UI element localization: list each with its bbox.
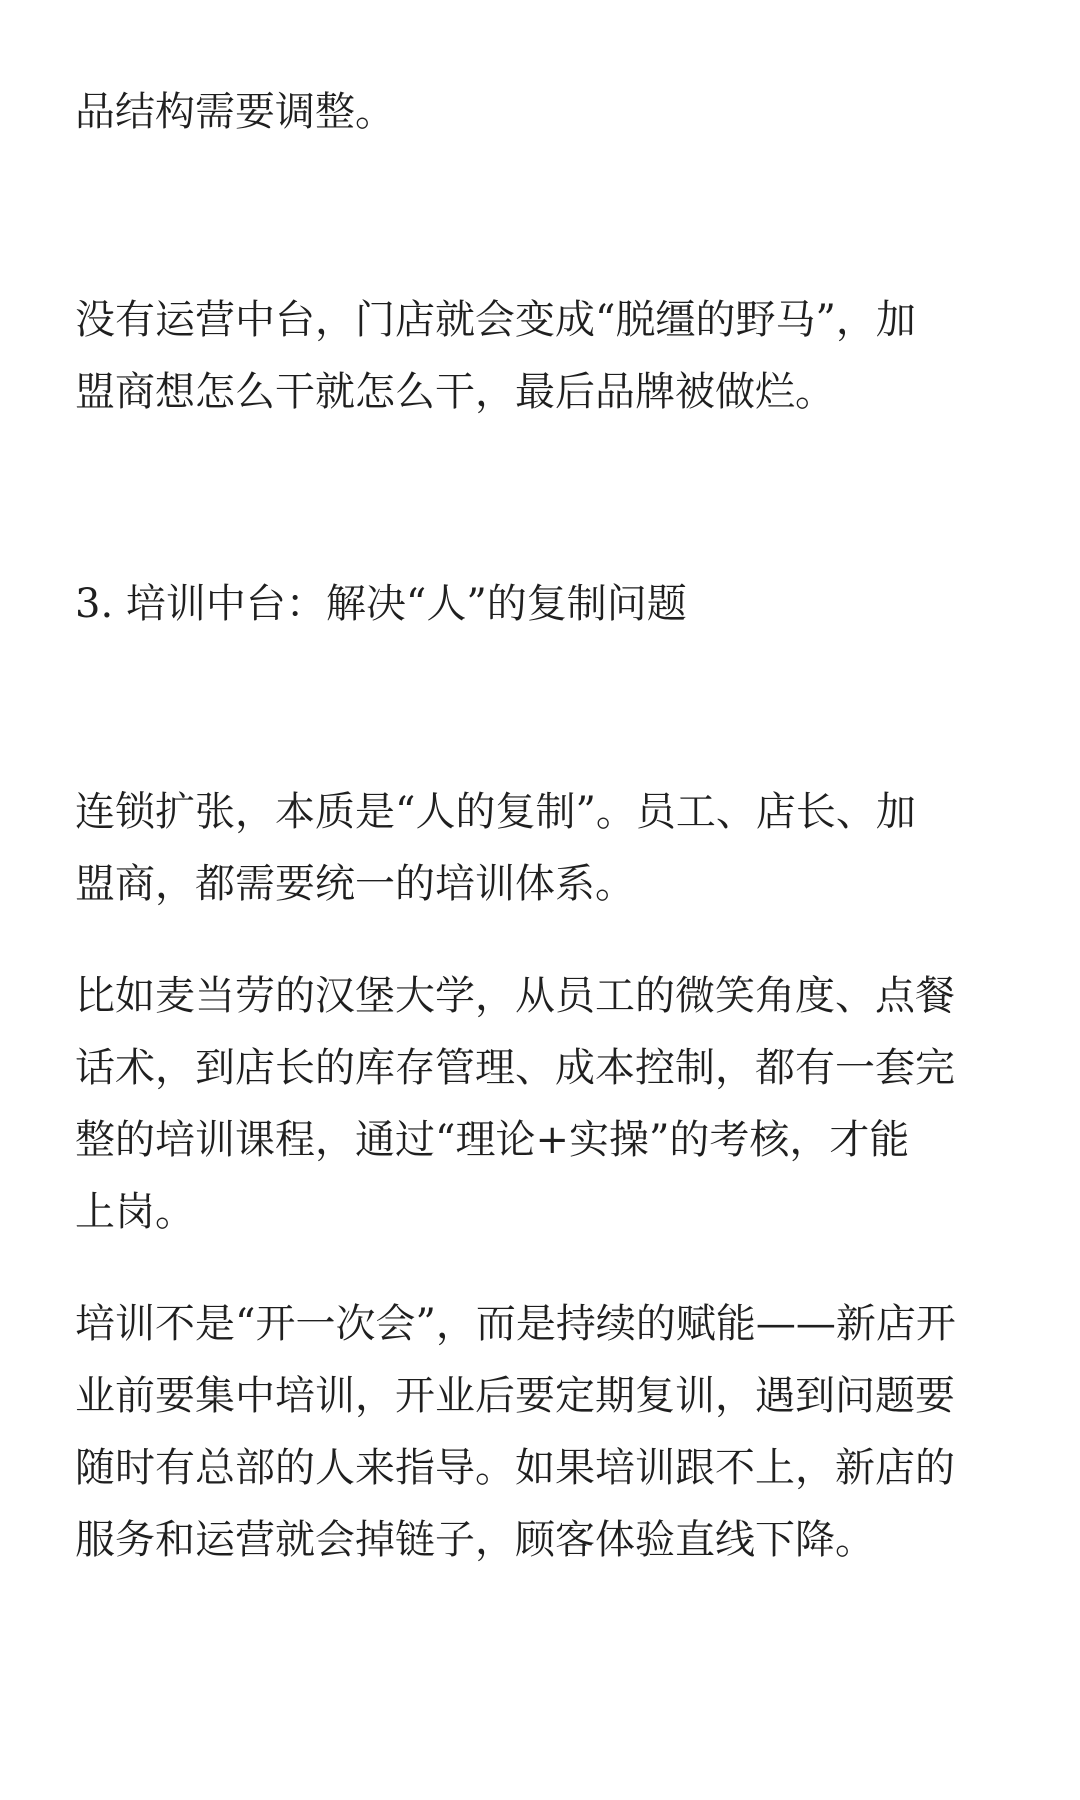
text-line: 培训不是“开一次会”，而是持续的赋能——新店开 <box>75 1301 956 1347</box>
text-line: 比如麦当劳的汉堡大学，从员工的微笑角度、点餐 <box>75 973 955 1019</box>
text-line: 整的培训课程，通过“理论+实操”的考核，才能 <box>75 1117 910 1163</box>
text-line: 随时有总部的人来指导。如果培训跟不上，新店的 <box>75 1445 955 1491</box>
text-line: 品结构需要调整。 <box>75 89 395 135</box>
text-line: 连锁扩张，本质是“人的复制”。员工、店长、加 <box>75 789 916 835</box>
section-heading-training-platform <box>75 568 1015 640</box>
text-line: 盟商，都需要统一的培训体系。 <box>75 861 635 907</box>
text-line: 上岗。 <box>75 1189 195 1235</box>
paragraph-operations-middle-platform <box>75 284 1015 428</box>
heading-text: 3. 培训中台：解决“人”的复制问题 <box>75 581 687 627</box>
text-line: 没有运营中台，门店就会变成“脱缰的野马”，加 <box>75 297 916 343</box>
text-line: 服务和运营就会掉链子，顾客体验直线下降。 <box>75 1517 875 1563</box>
paragraph-continuous-training <box>75 1288 1015 1576</box>
paragraph-mcdonalds-example <box>75 960 1015 1248</box>
text-line: 话术，到店长的库存管理、成本控制，都有一套完 <box>75 1045 955 1091</box>
paragraph-product-structure <box>75 76 1015 148</box>
text-line: 业前要集中培训，开业后要定期复训，遇到问题要 <box>75 1373 955 1419</box>
text-line: 盟商想怎么干就怎么干，最后品牌被做烂。 <box>75 369 835 415</box>
paragraph-chain-expansion <box>75 776 1015 920</box>
